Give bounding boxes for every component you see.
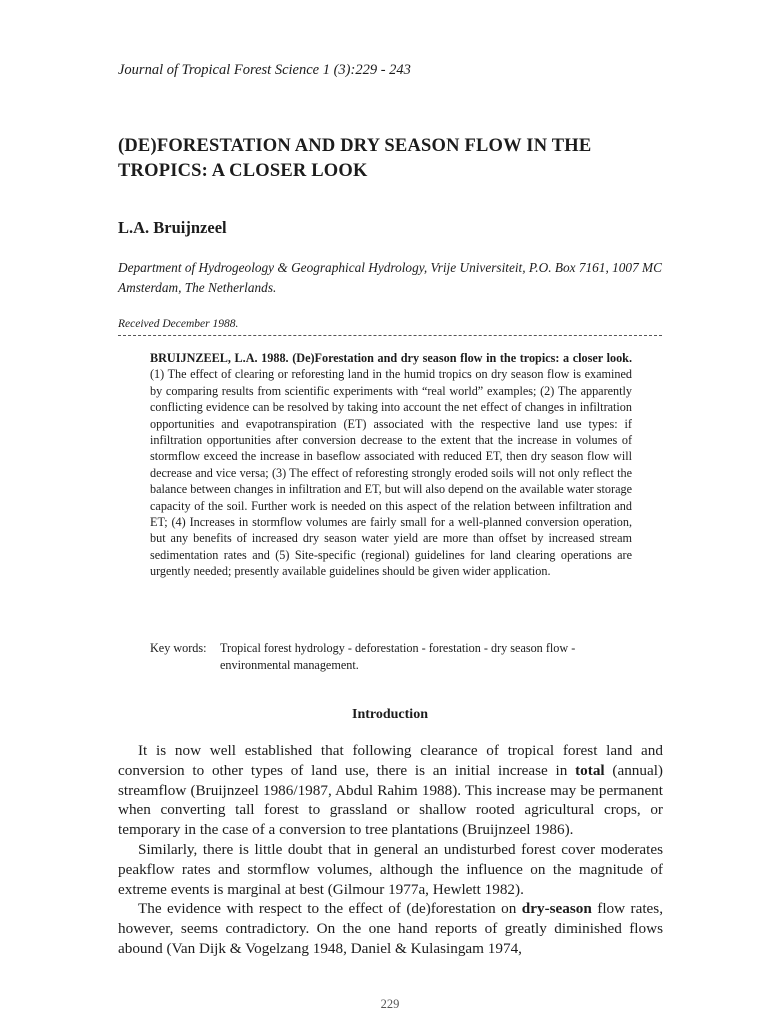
received-date: Received December 1988.	[118, 318, 239, 330]
paragraph: Similarly, there is little doubt that in general an undisturbed forest cover moderates peakflow rates and stormflow volumes, although the influence on the magnitude of extreme events is marginal at best (Gilmour 1977a, Hewlett 1982).	[118, 840, 663, 898]
paragraph-text: It is now well established that following clearance of tropical forest land and conversion to other types of land use, there is an initial increase in	[118, 742, 663, 779]
article-title: (DE)FORESTATION AND DRY SEASON FLOW IN THE TROPICS: A CLOSER LOOK	[118, 136, 592, 181]
emphasis: total	[575, 761, 605, 779]
keywords-text: Tropical forest hydrology - deforestation - forestation - dry season flow - environmental management.	[220, 641, 576, 672]
paragraph-text: flow rates, however, seems contradictory. On the one hand reports of greatly diminished flows abound (Van Dijk & Vogelzang 1948, Daniel & Kulasingam 1974,	[118, 900, 663, 957]
paragraph	[118, 741, 663, 840]
keywords-label: Key words:	[150, 641, 207, 655]
journal-citation: Journal of Tropical Forest Science 1 (3):229 - 243	[118, 62, 411, 78]
author-name: L.A. Bruijnzeel	[118, 218, 227, 237]
introduction-body	[118, 741, 663, 959]
abstract-lead: BRUIJNZEEL, L.A. 1988. (De)Forestation and dry season flow in the tropics: a closer look.	[150, 351, 632, 365]
page-number: 229	[380, 997, 400, 1011]
abstract-text: (1) The effect of clearing or reforesting land in the humid tropics on dry season flow is examined by comparing results from scientific experiments with “real world” examples; (2) The apparently conflicting evidence can be resolved by taking into account the net effect of changes in infiltration opportunities and evapotranspiration (ET) associated with the respective land use types: if infiltration opportunities after conversion decrease to the extent that the increase in volumes of stormflow exceed the increase in baseflow associated with reduced ET, then dry season flow will decrease and vice versa; (3) The effect of reforesting strongly eroded soils will not only reflect the balance between changes in infiltration and ET, but will also depend on the available water storage capacity of the soil. Further work is needed on this aspect of the relation between infiltration and ET; (4) Increases in stormflow volumes are fairly small for a well-planned conversion operation, but any benefits of increased dry season water yield are more than offset by increased stream sedimentation rates and (5) Site-specific (regional) guidelines for land clearing operations are urgently needed; presently available guidelines should be given wider application.	[150, 367, 632, 579]
paragraph-text: The evidence with respect to the effect of (de)forestation on	[138, 900, 522, 918]
section-heading-introduction: Introduction	[352, 707, 428, 722]
dashed-divider	[118, 335, 662, 336]
keywords	[150, 640, 632, 674]
paragraph-text: (annual) streamflow (Bruijnzeel 1986/1987, Abdul Rahim 1988). This increase may be permanent when converting tall forest to grassland or shallow rooted agricultural crops, or temporary in the case of a conversion to tree plantations (Bruijnzeel 1986).	[118, 761, 663, 839]
author-affiliation: Department of Hydrogeology & Geographical Hydrology, Vrije Universiteit, P.O. Box 7161, 1007 MC Amsterdam, The Netherlands.	[118, 260, 662, 295]
paragraph	[118, 899, 663, 958]
abstract	[150, 350, 632, 580]
emphasis: dry-season	[521, 900, 592, 918]
